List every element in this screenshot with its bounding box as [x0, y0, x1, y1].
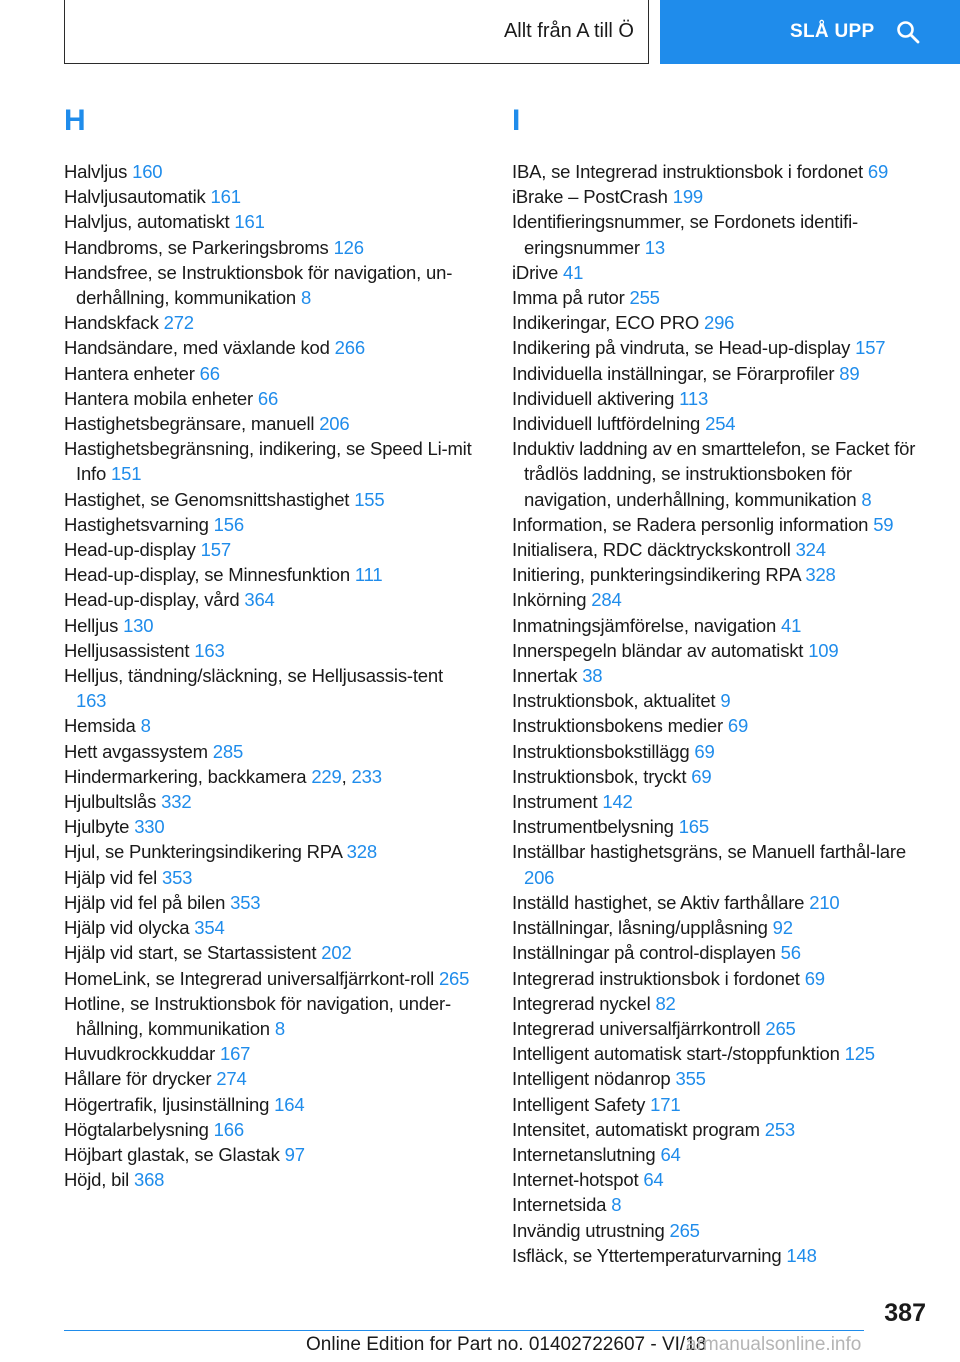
page-reference-link[interactable]: 148 — [786, 1244, 817, 1266]
page-reference-link[interactable]: 157 — [200, 539, 231, 561]
index-entry — [64, 940, 474, 965]
index-column-i — [512, 98, 932, 1268]
page-reference-link[interactable]: 69 — [804, 967, 825, 989]
index-term: Internet-hotspot — [512, 1169, 639, 1191]
index-entry — [64, 713, 474, 738]
index-term: Intelligent automatisk start-/stoppfunktion — [512, 1043, 840, 1065]
index-term: Induktiv laddning av en smarttelefon, se Facket för trådlös laddning, se instruktionsboken för navigation, underhållning, kommunikation — [512, 438, 916, 510]
index-entry — [64, 512, 474, 537]
index-term: Inställd hastighet, se Aktiv farthållare — [512, 891, 805, 913]
index-entry — [64, 562, 474, 587]
page-reference-link[interactable]: 163 — [194, 639, 225, 661]
page-reference-link[interactable]: 156 — [213, 513, 244, 535]
index-term: Högertrafik, ljusinställning — [64, 1093, 270, 1115]
index-entry — [512, 184, 932, 209]
page-reference-link[interactable]: 69 — [691, 765, 712, 787]
index-term: Initiering, punkteringsindikering RPA — [512, 564, 801, 586]
index-term: IBA, se Integrerad instruktionsbok i fordonet — [512, 161, 863, 182]
index-entry — [512, 1117, 932, 1142]
page-reference-link[interactable]: 69 — [727, 715, 749, 737]
page-reference-link[interactable]: 163 — [76, 690, 107, 712]
index-term: Individuell aktivering — [512, 387, 675, 409]
index-entry — [512, 159, 932, 184]
page-reference-link[interactable]: 206 — [319, 413, 350, 435]
index-entry — [64, 865, 474, 890]
index-term: Instrumentbelysning — [512, 816, 674, 838]
index-entry — [512, 663, 932, 688]
page-reference-link[interactable]: 161 — [210, 186, 241, 208]
index-term: Integrerad instruktionsbok i fordonet — [512, 967, 800, 989]
index-entry — [512, 940, 932, 965]
index-entry-list — [64, 159, 474, 1192]
index-term: Head-up-display — [64, 539, 196, 561]
index-term: Hotline, se Instruktionsbok för navigation, under-hållning, kommunikation — [64, 992, 451, 1039]
page-reference-link[interactable]: 274 — [216, 1068, 247, 1090]
page-reference-link[interactable]: 265 — [669, 1219, 700, 1241]
page-reference-link[interactable]: 328 — [805, 564, 836, 586]
page-reference-link[interactable]: 254 — [705, 413, 736, 435]
index-term: Inkörning — [512, 589, 587, 611]
edition-note: Online Edition for Part no. 01402722607 - VI/18 — [306, 1334, 707, 1355]
index-term: Helljus — [64, 614, 119, 636]
page-reference-link[interactable]: 266 — [334, 337, 365, 359]
index-entry — [64, 411, 474, 436]
index-entry — [512, 764, 932, 789]
index-entry — [64, 1092, 474, 1117]
index-term: Hett avgassystem — [64, 740, 208, 762]
index-entry-list — [512, 159, 932, 1268]
index-entry — [64, 361, 474, 386]
index-term: Innertak — [512, 665, 578, 687]
index-term: Integrerad nyckel — [512, 992, 651, 1014]
index-entry — [512, 613, 932, 638]
index-term: Internetsida — [512, 1194, 607, 1216]
page-reference-link[interactable]: 253 — [764, 1118, 796, 1140]
page-reference-link[interactable]: 59 — [873, 513, 894, 535]
index-entry — [512, 1016, 932, 1041]
index-term: Invändig utrustning — [512, 1219, 665, 1241]
section-letter: I — [512, 104, 521, 137]
page-reference-link[interactable]: 38 — [582, 665, 603, 687]
page-reference-link[interactable]: 113 — [679, 387, 709, 409]
index-term: Intelligent Safety — [512, 1093, 646, 1115]
index-term: Handsändare, med växlande kod — [64, 337, 330, 359]
index-term: Initialisera, RDC däcktryckskontroll — [512, 539, 791, 561]
watermark: armanualsonline.info — [686, 1334, 862, 1355]
index-entry — [512, 209, 932, 259]
index-entry — [64, 209, 474, 234]
page-reference-link[interactable]: 202 — [321, 942, 352, 964]
index-entry — [64, 789, 474, 814]
page-reference-link[interactable]: 171 — [650, 1093, 681, 1115]
index-term: Integrerad universalfjärrkontroll — [512, 1017, 761, 1039]
index-term: Hjälp vid start, se Startassistent — [64, 942, 317, 964]
index-term: Instruktionsbok, tryckt — [512, 765, 687, 787]
index-entry — [64, 260, 474, 310]
index-term: Individuell luftfördelning — [512, 413, 701, 435]
index-entry — [512, 638, 932, 663]
index-term: Hjälp vid olycka — [64, 917, 190, 939]
index-term: Isfläck, se Yttertemperaturvarning — [512, 1244, 782, 1266]
index-entry — [512, 915, 932, 940]
index-term: Halvljus — [64, 161, 128, 182]
index-entry — [64, 966, 474, 991]
page-reference-link[interactable]: 64 — [660, 1143, 681, 1165]
page-reference-link[interactable]: 13 — [644, 236, 665, 258]
page-reference-link[interactable]: 8 — [300, 287, 312, 309]
index-term: Halvljusautomatik — [64, 186, 206, 208]
page-reference-link[interactable]: 164 — [274, 1093, 305, 1115]
index-term: Internetanslutning — [512, 1143, 656, 1165]
index-column-h — [64, 98, 474, 1192]
index-term: Hjälp vid fel — [64, 866, 158, 888]
index-entry — [512, 386, 932, 411]
index-term: Head-up-display, vård — [64, 589, 240, 611]
page-reference-link[interactable]: 142 — [602, 791, 633, 813]
index-entry — [64, 890, 474, 915]
page-reference-link[interactable]: 97 — [284, 1143, 305, 1165]
index-term: Helljus, tändning/släckning, se Helljusassis-tent — [64, 665, 443, 687]
index-entry — [64, 1117, 474, 1142]
index-term: Helljusassistent — [64, 639, 190, 661]
index-entry — [64, 613, 474, 638]
index-term: Instruktionsbokstillägg — [512, 740, 690, 762]
index-entry — [64, 1041, 474, 1066]
page-reference-link[interactable]: 355 — [675, 1068, 706, 1090]
index-entry — [512, 1218, 932, 1243]
index-entry — [512, 1092, 932, 1117]
index-term: Intelligent nödanrop — [512, 1068, 671, 1090]
page-reference-link[interactable]: 66 — [199, 362, 220, 384]
page-reference-link[interactable]: 284 — [591, 589, 622, 611]
page-reference-link[interactable]: 206 — [524, 866, 555, 888]
page-reference-link[interactable]: 328 — [346, 841, 377, 863]
index-term: Handsfree, se Instruktionsbok för navigation, un-derhållning, kommunikation — [64, 261, 453, 309]
index-term: Hjälp vid fel på bilen — [64, 891, 226, 913]
page-reference-link[interactable]: 364 — [244, 589, 275, 611]
index-term: Hastighetsbegränsning, indikering, se Speed Li-mit Info — [64, 438, 472, 485]
page-reference-link[interactable]: 66 — [257, 387, 279, 409]
index-term: Imma på rutor — [512, 287, 625, 309]
index-entry — [512, 512, 932, 537]
index-entry — [512, 537, 932, 562]
index-entry — [512, 1167, 932, 1192]
index-entry — [512, 966, 932, 991]
index-term: Instruktionsbok, aktualitet — [512, 690, 716, 712]
index-entry — [64, 537, 474, 562]
page-reference-link[interactable]: 92 — [772, 917, 793, 939]
index-term: Intensitet, automatiskt program — [512, 1118, 760, 1140]
index-term: HomeLink, se Integrerad universalfjärrkont-roll — [64, 967, 435, 989]
index-entry — [512, 713, 932, 738]
index-entry — [512, 1243, 932, 1268]
index-entry — [512, 1041, 932, 1066]
page-reference-link[interactable]: 265 — [765, 1017, 796, 1039]
page-reference-link[interactable]: 354 — [194, 917, 225, 939]
index-term: Inmatningsjämförelse, navigation — [512, 614, 777, 636]
index-term: Hjulbyte — [64, 816, 130, 838]
page-reference-link[interactable]: 272 — [163, 312, 194, 334]
page-reference-link[interactable]: 296 — [704, 312, 735, 334]
index-term: Instruktionsbokens medier — [512, 715, 723, 737]
index-entry — [512, 890, 932, 915]
index-entry — [512, 839, 932, 889]
index-term: iDrive — [512, 261, 559, 283]
page-reference-link[interactable]: 69 — [694, 740, 715, 762]
page-reference-link[interactable]: 69 — [867, 161, 889, 182]
index-term: Hemsida — [64, 715, 136, 737]
index-term: Indikering på vindruta, se Head-up-display — [512, 337, 851, 359]
index-entry — [64, 310, 474, 335]
index-entry — [512, 814, 932, 839]
index-term: Head-up-display, se Minnesfunktion — [64, 564, 350, 586]
index-entry: Hindermarkering, backkamera 229, 233 — [64, 765, 382, 787]
index-entry — [512, 285, 932, 310]
page-reference-link[interactable]: 8 — [611, 1194, 622, 1216]
index-entry — [512, 587, 932, 612]
page-reference-link[interactable]: 82 — [655, 992, 676, 1014]
index-term: Hindermarkering, backkamera — [64, 765, 307, 787]
index-term: Höjd, bil — [64, 1169, 130, 1191]
page-reference-link[interactable]: 157 — [855, 337, 886, 359]
page-reference-link[interactable]: 165 — [678, 816, 709, 838]
index-entry — [512, 335, 932, 360]
index-term: Handskfack — [64, 312, 159, 334]
index-entry — [64, 991, 474, 1041]
all-a-to-z-tab-label: Allt från A till Ö — [503, 20, 634, 42]
index-entry — [64, 915, 474, 940]
index-term: Indikeringar, ECO PRO — [512, 312, 700, 334]
index-term: Individuella inställningar, se Förarprofiler — [512, 362, 835, 384]
index-entry — [512, 1066, 932, 1091]
page-reference-link[interactable]: 89 — [839, 362, 860, 384]
index-entry — [512, 361, 932, 386]
section-letter: H — [64, 104, 86, 137]
index-term: Hantera enheter — [64, 362, 195, 384]
page-reference-link[interactable]: 109 — [808, 639, 839, 661]
page-reference-link[interactable]: 155 — [354, 488, 385, 510]
index-term: Hållare för drycker — [64, 1068, 212, 1090]
index-term: Handbroms, se Parkeringsbroms — [64, 236, 329, 258]
index-entry — [64, 1066, 474, 1091]
index-entry — [64, 184, 474, 209]
index-term: Instrument — [512, 791, 598, 813]
index-term: Hastighet, se Genomsnittshastighet — [64, 488, 350, 510]
page-reference-link[interactable]: 111 — [354, 564, 383, 586]
page-reference-link[interactable]: 125 — [844, 1043, 875, 1065]
page-reference-link[interactable]: 285 — [212, 740, 244, 762]
page-reference-link[interactable]: 41 — [781, 614, 802, 636]
all-a-to-z-tab[interactable] — [64, 0, 649, 64]
index-entry — [64, 159, 474, 184]
page-reference-link[interactable]: 199 — [672, 186, 704, 208]
index-term: Innerspegeln bländar av automatiskt — [512, 639, 804, 661]
index-entry — [64, 839, 474, 864]
search-tab[interactable] — [660, 0, 960, 64]
page-reference-link[interactable]: 8 — [861, 488, 872, 510]
index-entry — [64, 1142, 474, 1167]
page-reference-link[interactable]: 265 — [438, 967, 470, 989]
index-entry — [64, 638, 474, 663]
index-term: Högtalarbelysning — [64, 1118, 209, 1140]
page-reference-link[interactable]: 126 — [333, 236, 364, 258]
page-reference-link[interactable]: 161 — [234, 211, 265, 233]
page-reference-link[interactable]: 255 — [629, 287, 660, 309]
page-reference-link[interactable]: 324 — [795, 539, 826, 561]
index-term: Hastighetsvarning — [64, 513, 209, 535]
index-entry — [512, 436, 932, 512]
index-term: Identifieringsnummer, se Fordonets identifi-eringsnummer — [512, 211, 858, 258]
page-reference-link[interactable]: 368 — [134, 1169, 165, 1191]
page-reference-link[interactable]: 332 — [161, 791, 192, 813]
index-term: Information, se Radera personlig information — [512, 513, 869, 535]
index-term: Hjul, se Punkteringsindikering RPA — [64, 841, 342, 863]
index-entry — [512, 688, 932, 713]
index-entry — [512, 991, 932, 1016]
page-reference-link[interactable]: 166 — [213, 1118, 244, 1140]
search-icon — [896, 20, 920, 44]
page-reference-link[interactable]: 167 — [220, 1043, 251, 1065]
index-entry — [512, 310, 932, 335]
page-reference-link[interactable]: 41 — [563, 261, 584, 283]
page-reference-link[interactable]: 160 — [132, 161, 163, 182]
index-entry — [512, 1192, 932, 1217]
index-entry — [64, 1167, 474, 1192]
index-term: Hastighetsbegränsare, manuell — [64, 413, 315, 435]
index-term: Inställningar, låsning/upplåsning — [512, 917, 768, 939]
page-reference-link[interactable]: 9 — [720, 690, 731, 712]
index-entry — [64, 587, 474, 612]
page-reference-link[interactable]: 233 — [351, 765, 382, 787]
page-reference-link[interactable]: 64 — [643, 1169, 664, 1191]
index-entry — [512, 1142, 932, 1167]
index-term: Inställbar hastighetsgräns, se Manuell farthål-lare — [512, 841, 906, 863]
page-reference-link[interactable]: 353 — [161, 866, 193, 888]
page-reference-link[interactable]: 151 — [111, 463, 142, 485]
index-term: Halvljus, automatiskt — [64, 211, 230, 233]
index-entry — [64, 663, 474, 713]
footer-divider — [64, 1330, 864, 1331]
page-reference-link[interactable]: 330 — [134, 816, 165, 838]
index-term: Inställningar på control-displayen — [512, 942, 776, 964]
index-term: Huvudkrockkuddar — [64, 1043, 216, 1065]
page-reference-link[interactable]: 56 — [780, 942, 801, 964]
index-entry — [512, 411, 932, 436]
index-entry — [64, 436, 474, 486]
page-reference-link[interactable]: 130 — [123, 614, 154, 636]
index-entry — [64, 487, 474, 512]
page-reference-link[interactable]: 8 — [274, 1017, 285, 1039]
page-reference-link[interactable]: 8 — [140, 715, 151, 737]
index-entry — [64, 235, 474, 260]
index-entry — [512, 739, 932, 764]
index-term: Hjulbultslås — [64, 791, 157, 813]
index-term: Höjbart glastak, se Glastak — [64, 1143, 280, 1165]
index-entry — [512, 260, 932, 285]
index-entry — [64, 335, 474, 360]
page-reference-link[interactable]: 353 — [230, 891, 261, 913]
index-term: Hantera mobila enheter — [64, 387, 253, 409]
index-entry — [64, 386, 474, 411]
page-reference-link[interactable]: 210 — [809, 891, 840, 913]
index-entry — [64, 814, 474, 839]
index-entry — [64, 739, 474, 764]
index-entry — [512, 562, 932, 587]
index-term: iBrake – PostCrash — [512, 186, 668, 208]
page-reference-link[interactable]: 229 — [311, 765, 342, 787]
index-entry — [512, 789, 932, 814]
search-tab-label: SLÅ UPP — [790, 21, 875, 42]
page-number: 387 — [884, 1299, 926, 1327]
